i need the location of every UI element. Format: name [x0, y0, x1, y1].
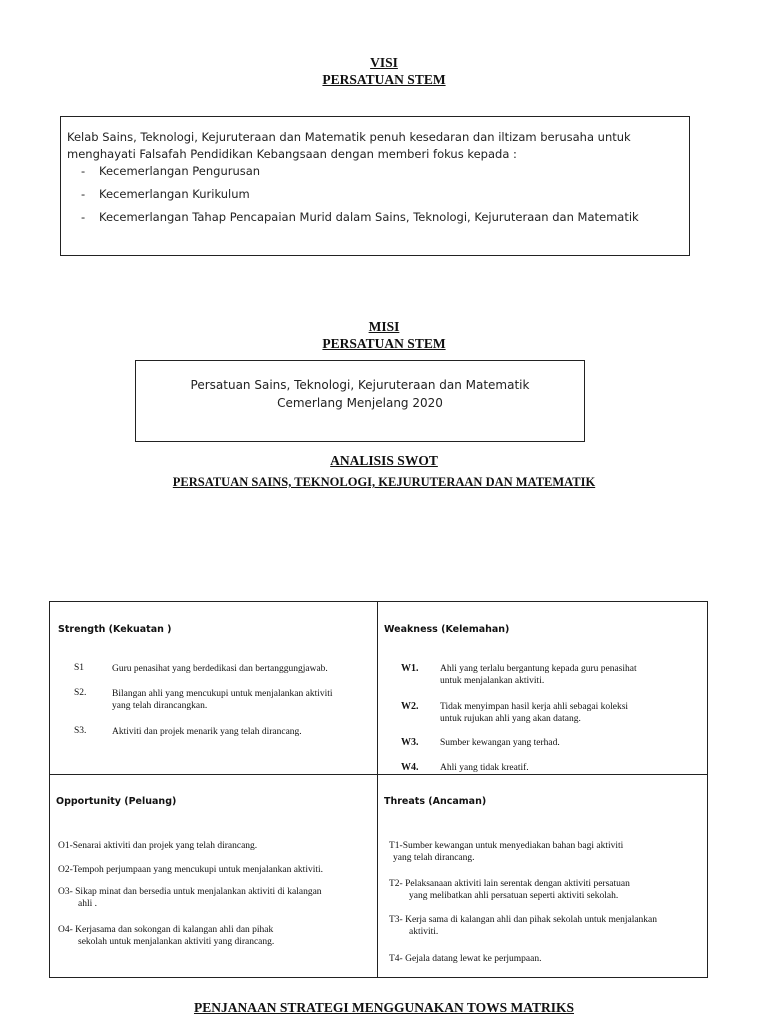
table-divider-vertical — [377, 602, 378, 977]
opportunity-item-o4-line1: O4- Kerjasama dan sokongan di kalangan ahli dan pihak — [58, 925, 274, 935]
opportunity-item-o3-line1: O3- Sikap minat dan bersedia untuk menjalankan aktiviti di kalangan — [58, 887, 322, 897]
threats-heading: Threats (Ancaman) — [384, 796, 487, 807]
weakness-item-w1-line1: Ahli yang terlalu bergantung kepada guru penasihat — [440, 664, 637, 674]
opportunity-item-o3-line2: ahli . — [78, 899, 97, 909]
list-dash: - — [81, 187, 86, 201]
threats-item-t3-line2: aktiviti. — [409, 927, 439, 937]
visi-subtitle: PERSATUAN STEM — [322, 72, 446, 87]
visi-heading — [0, 54, 768, 88]
threats-item-t1-line1: T1-Sumber kewangan untuk menyediakan bahan bagi aktiviti — [389, 841, 624, 851]
threats-item-t3 — [389, 914, 707, 938]
opportunity-item-o2: O2-Tempoh perjumpaan yang mencukupi untuk menjalankan aktiviti. — [58, 865, 324, 875]
opportunity-heading: Opportunity (Peluang) — [56, 796, 177, 807]
misi-title: MISI — [368, 319, 400, 334]
weakness-code-w2: W2. — [401, 701, 419, 712]
misi-text — [136, 361, 584, 412]
misi-heading — [0, 318, 768, 352]
swot-table — [49, 601, 708, 978]
opportunity-item-o4 — [58, 924, 374, 948]
weakness-item-w2-line2: untuk rujukan ahli yang akan datang. — [440, 714, 581, 724]
weakness-code-w1: W1. — [401, 663, 419, 674]
strength-code-s1: S1 — [74, 663, 85, 673]
threats-item-t4: T4- Gejala datang lewat ke perjumpaan. — [389, 954, 542, 964]
visi-box — [60, 116, 690, 256]
tows-title: PENJANAAN STRATEGI MENGGUNAKAN TOWS MATRIKS — [193, 1000, 575, 1015]
misi-line-2: Cemerlang Menjelang 2020 — [277, 396, 443, 410]
strength-heading: Strength (Kekuatan ) — [58, 624, 172, 635]
misi-box — [135, 360, 585, 442]
opportunity-item-o4-line2: sekolah untuk menjalankan aktiviti yang dirancang. — [78, 937, 275, 947]
visi-item-pencapaian: Kecemerlangan Tahap Pencapaian Murid dalam Sains, Teknologi, Kejuruteraan dan Matematik — [99, 210, 639, 224]
list-dash: - — [81, 164, 86, 178]
visi-item-kurikulum: Kecemerlangan Kurikulum — [99, 187, 250, 201]
threats-item-t3-line1: T3- Kerja sama di kalangan ahli dan pihak sekolah untuk menjalankan — [389, 915, 658, 925]
weakness-item-w2-line1: Tidak menyimpan hasil kerja ahli sebagai koleksi — [440, 702, 629, 712]
visi-intro: Kelab Sains, Teknologi, Kejuruteraan dan Matematik penuh kesedaran dan iltizam berusaha untuk menghayati Falsafah Pendidikan Kebangsaan dengan memberi fokus kepada : — [67, 130, 631, 161]
swot-title: ANALISIS SWOT — [330, 453, 438, 468]
threats-item-t1 — [389, 840, 705, 864]
opportunity-item-o1: O1-Senarai aktiviti dan projek yang telah dirancang. — [58, 841, 258, 851]
misi-subtitle: PERSATUAN STEM — [322, 336, 446, 351]
visi-item-pengurusan: Kecemerlangan Pengurusan — [99, 164, 261, 178]
misi-line-1: Persatuan Sains, Teknologi, Kejuruteraan dan Matematik — [190, 378, 530, 392]
strength-code-s2: S2. — [74, 688, 87, 698]
list-item — [61, 187, 689, 201]
swot-subtitle: PERSATUAN SAINS, TEKNOLOGI, KEJURUTERAAN DAN MATEMATIK — [172, 475, 596, 489]
strength-item-s2 — [112, 688, 374, 712]
strength-item-s2-line1: Bilangan ahli yang mencukupi untuk menjalankan aktiviti — [112, 689, 333, 699]
weakness-item-w3: Sumber kewangan yang terhad. — [440, 738, 560, 748]
threats-item-t2-line2: yang melibatkan ahli persatuan seperti aktiviti sekolah. — [409, 891, 619, 901]
strength-item-s3: Aktiviti dan projek menarik yang telah dirancang. — [112, 727, 302, 737]
weakness-item-w4: Ahli yang tidak kreatif. — [440, 763, 529, 773]
weakness-code-w3: W3. — [401, 737, 419, 748]
list-dash: - — [81, 210, 86, 224]
visi-title: VISI — [370, 55, 398, 70]
weakness-item-w1-line2: untuk menjalankan aktiviti. — [440, 676, 545, 686]
table-divider-horizontal — [50, 774, 707, 775]
weakness-heading: Weakness (Kelemahan) — [384, 624, 510, 635]
strength-item-s2-line2: yang telah dirancangkan. — [112, 701, 208, 711]
threats-item-t1-line2: yang telah dirancang. — [393, 853, 475, 863]
threats-item-t2-line1: T2- Pelaksanaan aktiviti lain serentak dengan aktiviti persatuan — [389, 879, 630, 889]
visi-list — [61, 164, 689, 224]
weakness-code-w4: W4. — [401, 762, 419, 773]
weakness-item-w2 — [440, 701, 702, 725]
list-item — [61, 210, 689, 224]
strength-item-s1: Guru penasihat yang berdedikasi dan bertanggungjawab. — [112, 664, 328, 674]
weakness-item-w1 — [440, 663, 702, 687]
threats-item-t2 — [389, 878, 705, 902]
opportunity-item-o3 — [58, 886, 374, 910]
list-item — [61, 164, 689, 178]
strength-code-s3: S3. — [74, 726, 87, 736]
